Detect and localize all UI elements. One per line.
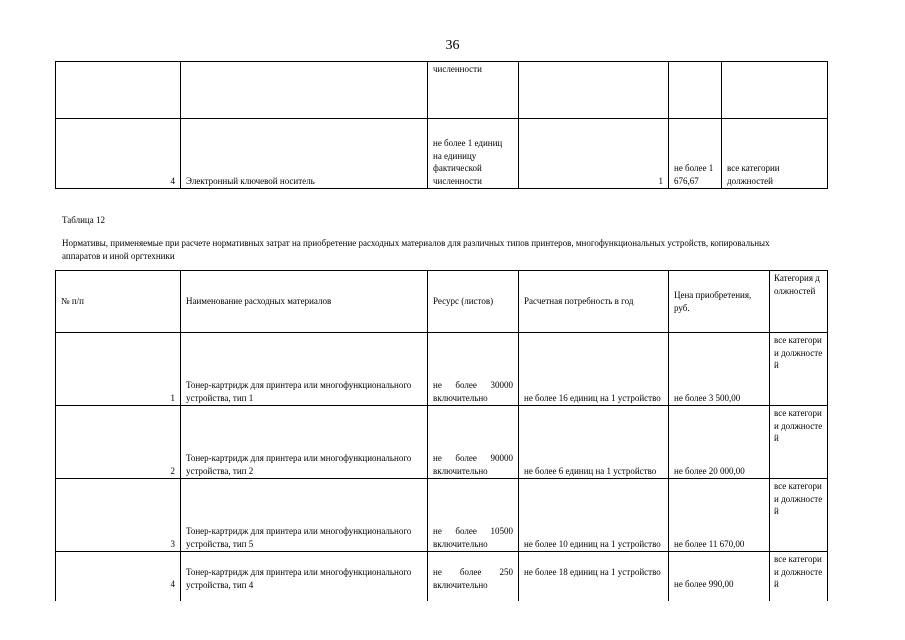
resource-cell [428, 406, 519, 479]
resource-value: 90000 [490, 453, 513, 463]
price-cell: не более 1 676,67 [669, 119, 722, 189]
row-number: 4 [56, 119, 181, 189]
page-number: 36 [445, 38, 460, 53]
resource-word: не [433, 526, 442, 536]
resource-word: более [455, 380, 477, 390]
need-cell: не более 10 единиц на 1 устройство [519, 479, 669, 552]
price-cell: не более 3 500,00 [669, 333, 770, 406]
resource-word: более [459, 567, 482, 577]
need-cell: не более 6 единиц на 1 устройство [519, 406, 669, 479]
resource-cell [519, 62, 669, 119]
need-cell: не более 18 единиц на 1 устройство [519, 552, 669, 625]
resource-value: 10500 [490, 526, 513, 536]
category-cell: все категории должностей [770, 333, 828, 406]
resource-tail: включительно [433, 579, 488, 590]
material-name: Электронный ключевой носитель [181, 119, 428, 189]
category-cell: все категории должностей [770, 406, 828, 479]
table-row [56, 479, 828, 552]
header-num: № п/п [56, 271, 181, 333]
table-header-row [56, 271, 828, 333]
resource-cell [428, 333, 519, 406]
price-cell: не более 990,00 [669, 552, 770, 625]
header-price: Цена приобретения, руб. [669, 271, 770, 333]
category-cell: все категории должностей [770, 552, 828, 625]
row-number [56, 62, 181, 119]
resource-value: 30000 [490, 380, 513, 390]
table-row [56, 119, 828, 189]
norm-cell: не более 1 единиц на единицу фактической численности [428, 119, 519, 189]
header-name: Наименование расходных материалов [181, 271, 428, 333]
material-name: Тонер-картридж для принтера или многофункционального устройства, тип 4 [181, 552, 428, 625]
table-row [56, 406, 828, 479]
page-bottom-margin [0, 601, 905, 640]
category-cell: все категории должностей [722, 119, 828, 189]
resource-word: не [433, 453, 442, 463]
need-cell: не более 16 единиц на 1 устройство [519, 333, 669, 406]
resource-tail: включительно [433, 392, 488, 403]
category-cell [722, 62, 828, 119]
table-row [56, 62, 828, 119]
price-cell: не более 11 670,00 [669, 479, 770, 552]
header-resource: Ресурс (листов) [428, 271, 519, 333]
price-cell: не более 20 000,00 [669, 406, 770, 479]
previous-table-continuation [55, 61, 828, 189]
material-name [181, 62, 428, 119]
resource-value: 250 [499, 567, 513, 577]
resource-word: не [433, 567, 442, 577]
norm-cell: численности [428, 62, 519, 119]
table-row [56, 333, 828, 406]
table-label: Таблица 12 [62, 215, 105, 225]
material-name: Тонер-картридж для принтера или многофункционального устройства, тип 5 [181, 479, 428, 552]
resource-word: более [455, 453, 477, 463]
resource-tail: включительно [433, 538, 488, 549]
material-name: Тонер-картридж для принтера или многофункционального устройства, тип 2 [181, 406, 428, 479]
price-cell [669, 62, 722, 119]
consumables-table [55, 270, 828, 625]
resource-word: более [455, 526, 477, 536]
row-number: 3 [56, 479, 181, 552]
category-cell: все категории должностей [770, 479, 828, 552]
header-category: Категория должностей [770, 271, 828, 333]
resource-tail: включительно [433, 465, 488, 476]
resource-word: не [433, 380, 442, 390]
resource-cell [428, 479, 519, 552]
header-need: Расчетная потребность в год [519, 271, 669, 333]
material-name: Тонер-картридж для принтера или многофункционального устройства, тип 1 [181, 333, 428, 406]
row-number: 4 [56, 552, 181, 625]
row-number: 1 [56, 333, 181, 406]
row-number: 2 [56, 406, 181, 479]
resource-cell: 1 [519, 119, 669, 189]
table-title: Нормативы, применяемые при расчете нормативных затрат на приобретение расходных материалов для различных типов принтеров, многофункциональных устройств, копировальных аппаратов и иной оргтехники [62, 238, 770, 261]
